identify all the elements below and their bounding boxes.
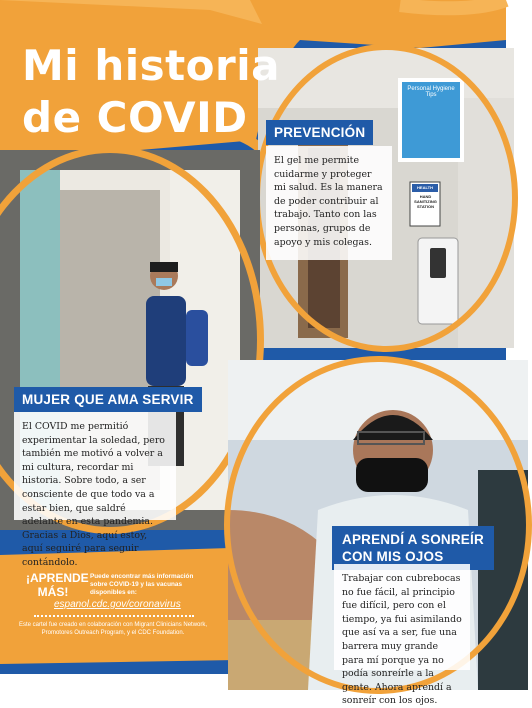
sanitizing-station-label: HAND SANITIZING STATION [414, 194, 437, 209]
heading-aprendi-line-2: CON MIS OJOS [342, 549, 444, 564]
credit-text: Este cartel fue creado en colaboración con Migrant Clinicians Network, Promotores Outreach Program, y el CDC Foundation. [18, 622, 208, 636]
learn-more-heading-line-2: MÁS! [37, 585, 69, 599]
learn-more-heading [26, 571, 89, 599]
text-prevencion: El gel me permite cuidarme y proteger mi salud. Es la manera de poder contribuir al trabajo. Tanto con las personas, grupos de apoyo y mis colegas. [266, 146, 392, 260]
heading-mujer-que-ama-servir: MUJER QUE AMA SERVIR [14, 387, 202, 412]
text-aprendi-a-sonreir: Trabajar con cubrebocas no fue fácil, al principio fue difícil, pero con el tiempo, ya fui asimilando que así va a ser, fue una barrera muy grande para mí porque ya no podía sonreírle a la gente. Ahora aprendí a sonreír con los ojos. [334, 564, 470, 670]
heading-prevencion: PREVENCIÓN [266, 120, 373, 145]
health-sign-label: HEALTH [417, 185, 433, 190]
text-mujer-que-ama-servir: El COVID me permitió experimentar la soledad, pero también me motivó a volver a mi cultura, recordar mi historia. Sobre todo, a ser consciente de que todo va a estar bien, que saldré adelante en esta pandemia. Gracias a Dios, aquí estoy, aquí seguiré para seguir contándolo. [14, 412, 176, 520]
learn-more-info: Puede encontrar más información sobre COVID-19 y las vacunas disponibles en: [90, 573, 194, 596]
dotted-divider [34, 615, 194, 617]
title-line-2: de COVID [22, 93, 248, 142]
title-line-1: Mi historia [22, 41, 280, 90]
hygiene-sign-title: Personal Hygiene Tips [407, 86, 455, 98]
learn-more-box [12, 565, 212, 647]
poster-title [22, 40, 280, 144]
heading-aprendi-line-1: APRENDÍ A SONREÍR [342, 532, 484, 547]
learn-more-heading-line-1: ¡APRENDE [26, 571, 89, 585]
cdc-link[interactable]: espanol.cdc.gov/coronavirus [54, 599, 181, 610]
